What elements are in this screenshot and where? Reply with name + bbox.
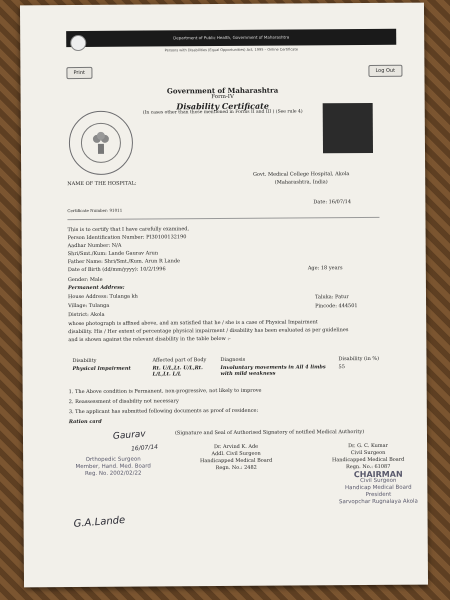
certificate-number: Certificate Number: 91011	[67, 207, 123, 214]
taluka: Taluka: Patur	[314, 294, 349, 301]
condition-point-2: 2. Reassessment of disability not necessary	[68, 398, 179, 406]
orthopedic-stamp: Orthopedic Surgeon Member, Hand. Med. Board Reg. No. 2002/02/22	[75, 456, 151, 477]
ration-card: Ration card	[68, 418, 102, 426]
handwritten-name: G.A.Lande	[73, 514, 126, 530]
portal-header-bar: Department of Public Health, Government of Maharashtra	[66, 29, 396, 47]
handwritten-date: 16/07/14	[130, 443, 159, 453]
applicant-photo	[323, 103, 373, 153]
col-affected-part: Affected part of Body	[152, 357, 207, 364]
chairman-stamp: CHAIRMAN Civil Surgeon Handicap Medical Board President Sarvopchar Rugnalaya Akola	[339, 469, 418, 506]
paragraph-line-3: and is shown against the relevant disability in the table below :-	[68, 335, 231, 344]
person-id: Person Identification Number: PI30100132190	[67, 234, 187, 242]
signature-heading: (Signature and Seal of Authorised Signatory of notified Medical Authority)	[174, 429, 365, 437]
signatory-1	[191, 444, 281, 473]
aadhar-number: Aadhar Number: N/A	[67, 242, 122, 250]
government-heading: Government of Maharashtra	[166, 85, 279, 96]
intro-line: This is to certify that I have carefully examined,	[67, 226, 190, 234]
hospital-seal-icon	[69, 111, 133, 175]
hospital-name: Govt. Medical College Hospital, Akola	[252, 171, 350, 178]
row-diagnosis: Involuntary movements in All 4 limbs with mild weakness	[220, 364, 326, 378]
pincode: Pincode: 444501	[315, 303, 358, 310]
permanent-address-label: Permanent Address:	[67, 284, 125, 292]
signatory-1-reg: Regn. No.: 2482	[215, 464, 257, 472]
applicant-name: Shri/Smt./Kum: Lande Gaurav Arun	[67, 250, 159, 258]
father-name: Father Name: Shri/Smt./Kum. Arun R Lande	[67, 258, 181, 266]
col-diagnosis: Diagnosis	[220, 356, 246, 364]
hospital-label: NAME OF THE HOSPITAL:	[67, 180, 137, 188]
certificate-subtitle: (In cases other than those mentioned in Forms II and III ) (See rule 4)	[142, 109, 303, 116]
table-row	[68, 363, 383, 379]
signatory-2-board: Handicapped Medical Board	[331, 456, 405, 464]
paragraph-line-2: disability. His / Her extent of percentage physical impairment / disability has been evaluated as per guidelines	[68, 327, 349, 336]
gender: Gender: Male	[67, 276, 103, 284]
row-type: Physical Impairment	[72, 365, 131, 373]
hospital-place: (Maharashtra, India)	[274, 179, 328, 186]
col-disability: Disability	[72, 357, 97, 365]
signatory-1-name: Dr. Arvind K. Ade	[213, 443, 259, 451]
age: Age: 18 years	[307, 265, 343, 272]
portal-subline: Persons with Disabilities (Equal Opportunities) Act, 1995 – Online Certificate	[164, 47, 298, 53]
print-button[interactable]: Print	[66, 67, 92, 79]
form-number: Form-IV	[211, 93, 234, 101]
paragraph-line-1: whose photograph is affixed above, and am satisfied that he / she is a case of Physical Impairment	[68, 319, 318, 328]
applicant-signature: Gaurav	[112, 429, 147, 442]
row-body-part: Rt. U/L,Lt. U/L,Rt. L/L,Lt. L/L	[152, 365, 203, 378]
house-address: House Address: Tulanga kh	[67, 293, 138, 301]
village: Village: Tulanga	[68, 302, 110, 310]
signatory-2	[323, 443, 413, 472]
row-percent: 55	[338, 364, 345, 371]
signatory-2-name: Dr. G. C. Kumar	[348, 442, 388, 450]
logout-button[interactable]: Log Out	[368, 65, 402, 77]
date-of-birth: Date of Birth (dd/mm/yyyy): 10/2/1996	[67, 266, 166, 274]
condition-point-3: 3. The applicant has submitted following documents as proof of residence:	[68, 407, 259, 416]
signatory-2-title: Civil Surgeon	[350, 449, 386, 457]
signatory-1-title: Addl. Civil Surgeon	[211, 450, 261, 458]
district: District: Akola	[68, 311, 105, 319]
col-percent: Disability (in %)	[338, 355, 380, 363]
certificate-date: Date: 16/07/14	[313, 199, 352, 206]
signatory-2-reg: Regn. No.: 61087	[345, 463, 391, 471]
condition-point-1: 1. The Above condition is Permanent, non-progressive, not likely to improve	[68, 387, 262, 396]
certificate-paper	[20, 3, 428, 588]
emblem-icon	[81, 123, 121, 163]
signatory-1-board: Handicapped Medical Board	[199, 457, 273, 465]
divider	[67, 217, 379, 220]
disability-table	[68, 355, 383, 379]
certificate-title: Disability Certificate	[176, 100, 269, 112]
